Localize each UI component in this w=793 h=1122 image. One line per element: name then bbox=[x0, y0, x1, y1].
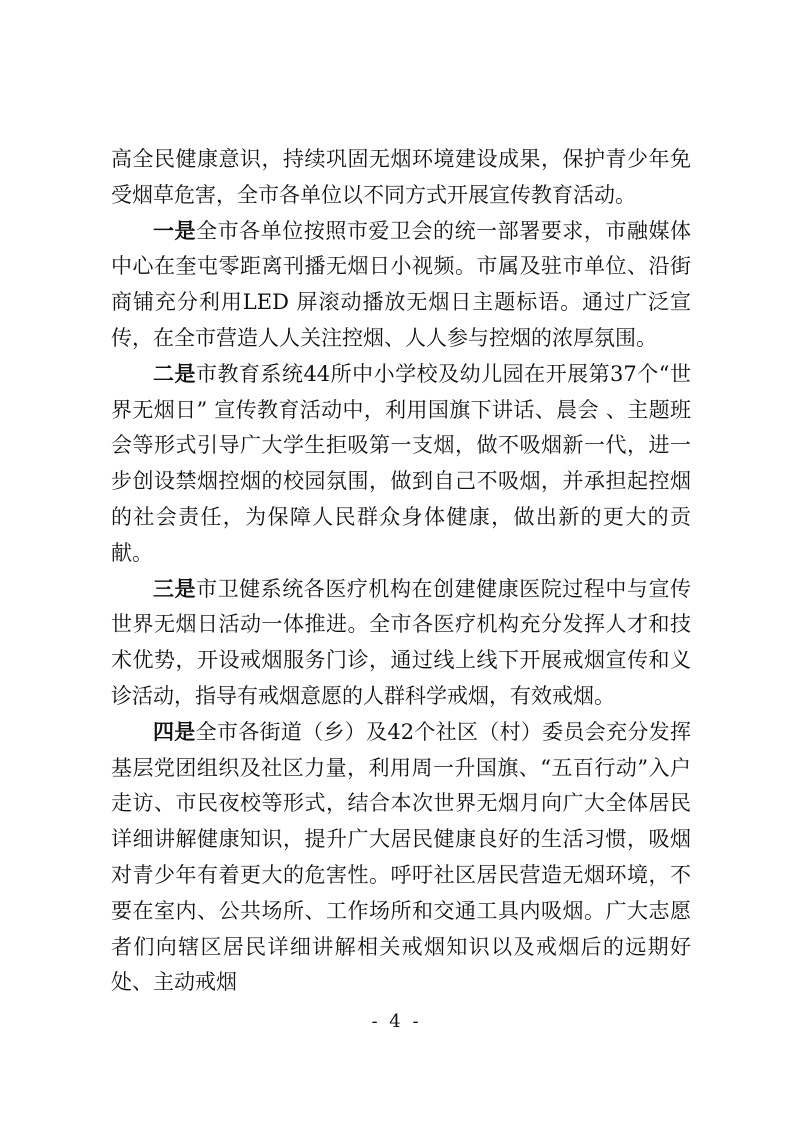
paragraph-text: 全市各单位按照市爱卫会的统一部署要求，市融媒体中心在奎屯零距离刊播无烟日小视频。市属及驻市单位、沿街商铺充分利用LED 屏滚动播放无烟日主题标语。通过广泛宣传，在全市营造人人关注控烟、人人参与控烟的浓厚氛围。 bbox=[111, 218, 692, 350]
paragraph-lead: 二是 bbox=[153, 361, 196, 386]
paragraph-text: 市卫健系统各医疗机构在创建健康医院过程中与宣传世界无烟日活动一体推进。全市各医疗机构充分发挥人才和技术优势，开设戒烟服务门诊，通过线上线下开展戒烟宣传和义诊活动，指导有戒烟意愿的人群科学戒烟，有效戒烟。 bbox=[111, 576, 692, 708]
document-body bbox=[111, 142, 691, 1001]
paragraph-text: 市教育系统44所中小学校及幼儿园在开展第37个“世界无烟日” 宣传教育活动中，利用国旗下讲话、晨会 、主题班会等形式引导广大学生拒吸第一支烟，做不吸烟新一代，进一步创设禁烟控烟的校园氛围，做到自己不吸烟，并承担起控烟的社会责任，为保障人民群众身体健康，做出新的更大的贡献。 bbox=[111, 361, 691, 565]
paragraph-point-three bbox=[111, 572, 691, 715]
paragraph-point-one bbox=[111, 214, 691, 357]
page-number: - 4 - bbox=[371, 1011, 422, 1032]
paragraph-lead: 三是 bbox=[153, 576, 197, 601]
paragraph-lead: 四是 bbox=[153, 719, 196, 744]
paragraph-continuation bbox=[111, 142, 691, 214]
paragraph-lead: 一是 bbox=[153, 218, 197, 243]
paragraph-point-two bbox=[111, 357, 691, 572]
paragraph-text: 高全民健康意识，持续巩固无烟环境建设成果，保护青少年免受烟草危害，全市各单位以不同方式开展宣传教育活动。 bbox=[111, 147, 691, 207]
paragraph-point-four bbox=[111, 715, 691, 1001]
paragraph-text: 全市各街道（乡）及42个社区（村）委员会充分发挥基层党团组织及社区力量，利用周一升国旗、“五百行动”入户走访、市民夜校等形式，结合本次世界无烟月向广大全体居民详细讲解健康知识，提升广大居民健康良好的生活习惯，吸烟对青少年有着更大的危害性。呼吁社区居民营造无烟环境，不要在室内、公共场所、工作场所和交通工具内吸烟。广大志愿者们向辖区居民详细讲解相关戒烟知识以及戒烟后的远期好处、主动戒烟 bbox=[111, 719, 691, 995]
